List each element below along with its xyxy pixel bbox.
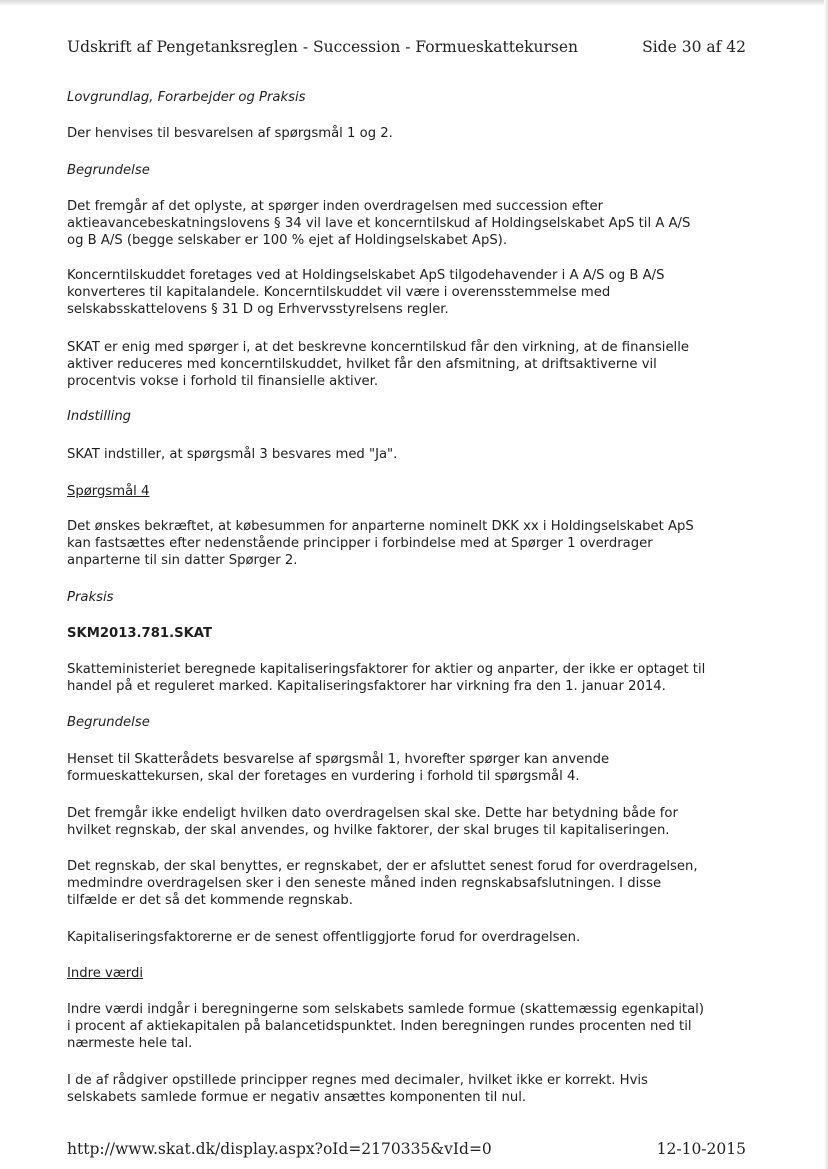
heading-spoergsmaal-4: Spørgsmål 4 (67, 484, 150, 499)
heading-skm: SKM2013.781.SKAT (67, 626, 212, 641)
text-line: Indre værdi indgår i beregningerne som selskabets samlede formue (skattemæssig egenkapital) (67, 1002, 704, 1017)
scan-edge-top (0, 0, 828, 6)
text-line: tilfælde er det så det kommende regnskab. (67, 893, 353, 908)
heading-begrundelse-1: Begrundelse (67, 163, 150, 178)
footer-date: 12-10-2015 (656, 1140, 746, 1158)
text-line: hvilket regnskab, der skal anvendes, og hvilke faktorer, der skal bruges til kapitaliseringen. (67, 823, 670, 838)
text-line: Det ønskes bekræftet, at købesummen for anparterne nominelt DKK xx i Holdingselskabet ApS (67, 519, 694, 534)
paragraph-koncerntilskud (67, 267, 757, 318)
text-line: og B A/S (begge selskaber er 100 % ejet af Holdingselskabet ApS). (67, 233, 508, 248)
paragraph-indre-vaerdi (67, 1001, 757, 1052)
paragraph-dato (67, 805, 757, 839)
text-line: formueskattekursen, skal der foretages en vurdering i forhold til spørgsmål 4. (67, 769, 580, 784)
text-line: i procent af aktiekapitalen på balancetidspunktet. Inden beregningen rundes procenten ned til (67, 1019, 692, 1034)
paragraph-fremgaar (67, 198, 757, 249)
text-line: handel på et reguleret marked. Kapitaliseringsfaktorer har virkning fra den 1. januar 2014. (67, 679, 666, 694)
text-line: Det fremgår ikke endeligt hvilken dato overdragelsen skal ske. Dette har betydning både for (67, 806, 678, 821)
paragraph-skatteministeriet (67, 661, 757, 695)
text-line: aktiver reduceres med koncerntilskuddet, hvilket får den afsmitning, at driftsaktiverne vil (67, 357, 657, 372)
paragraph-henvises: Der henvises til besvarelsen af spørgsmål 1 og 2. (67, 126, 393, 141)
paragraph-skat-enig (67, 339, 757, 390)
text-line: Det regnskab, der skal benyttes, er regnskabet, der er afsluttet senest forud for overdragelsen, (67, 859, 698, 874)
text-line: Koncerntilskuddet foretages ved at Holdingselskabet ApS tilgodehavender i A A/S og B A/S (67, 268, 665, 283)
paragraph-indstiller: SKAT indstiller, at spørgsmål 3 besvares med "Ja". (67, 447, 398, 462)
paragraph-henset (67, 751, 757, 785)
text-line: Henset til Skatterådets besvarelse af spørgsmål 1, hvorefter spørger kan anvende (67, 752, 610, 767)
text-line: procentvis vokse i forhold til finansielle aktiver. (67, 374, 379, 389)
text-line: kan fastsættes efter nedenstående principper i forbindelse med at Spørger 1 overdrager (67, 536, 653, 551)
text-line: selskabsskattelovens § 31 D og Erhvervsstyrelsens regler. (67, 302, 449, 317)
heading-indstilling: Indstilling (67, 409, 132, 424)
scan-edge-right (824, 0, 828, 1169)
text-line: I de af rådgiver opstillede principper regnes med decimaler, hvilket ikke er korrekt. Hvis (67, 1073, 648, 1088)
heading-indre-vaerdi: Indre værdi (67, 966, 144, 981)
paragraph-oenskes (67, 518, 757, 569)
text-line: aktieavancebeskatningslovens § 34 vil lave et koncerntilskud af Holdingselskabet ApS til A A/S (67, 216, 691, 231)
text-line: selskabets samlede formue er negativ ansættes komponenten til nul. (67, 1090, 527, 1105)
text-line: Skatteministeriet beregnede kapitaliseringsfaktorer for aktier og anparter, der ikke er optaget til (67, 662, 706, 677)
heading-begrundelse-2: Begrundelse (67, 715, 150, 730)
page-header-title: Udskrift af Pengetanksreglen - Succession - Formueskattekursen (67, 38, 579, 56)
heading-praksis: Praksis (67, 590, 114, 605)
paragraph-regnskab (67, 858, 757, 909)
text-line: SKAT er enig med spørger i, at det beskrevne koncerntilskud får den virkning, at de finansielle (67, 340, 689, 355)
text-line: anparterne til sin datter Spørger 2. (67, 553, 298, 568)
paragraph-kapfaktorer: Kapitaliseringsfaktorerne er de senest offentliggjorte forud for overdragelsen. (67, 930, 581, 945)
heading-lovgrundlag: Lovgrundlag, Forarbejder og Praksis (67, 90, 306, 105)
footer-url: http://www.skat.dk/display.aspx?oId=2170335&vId=0 (67, 1140, 492, 1158)
paragraph-raadgiver (67, 1072, 757, 1106)
text-line: nærmeste hele tal. (67, 1036, 193, 1051)
text-line: medmindre overdragelsen sker i den seneste måned inden regnskabsafslutningen. I disse (67, 876, 662, 891)
text-line: Det fremgår af det oplyste, at spørger inden overdragelsen med succession efter (67, 199, 604, 214)
text-line: konverteres til kapitalandele. Koncerntilskuddet vil være i overensstemmelse med (67, 285, 611, 300)
page-number: Side 30 af 42 (642, 38, 746, 56)
